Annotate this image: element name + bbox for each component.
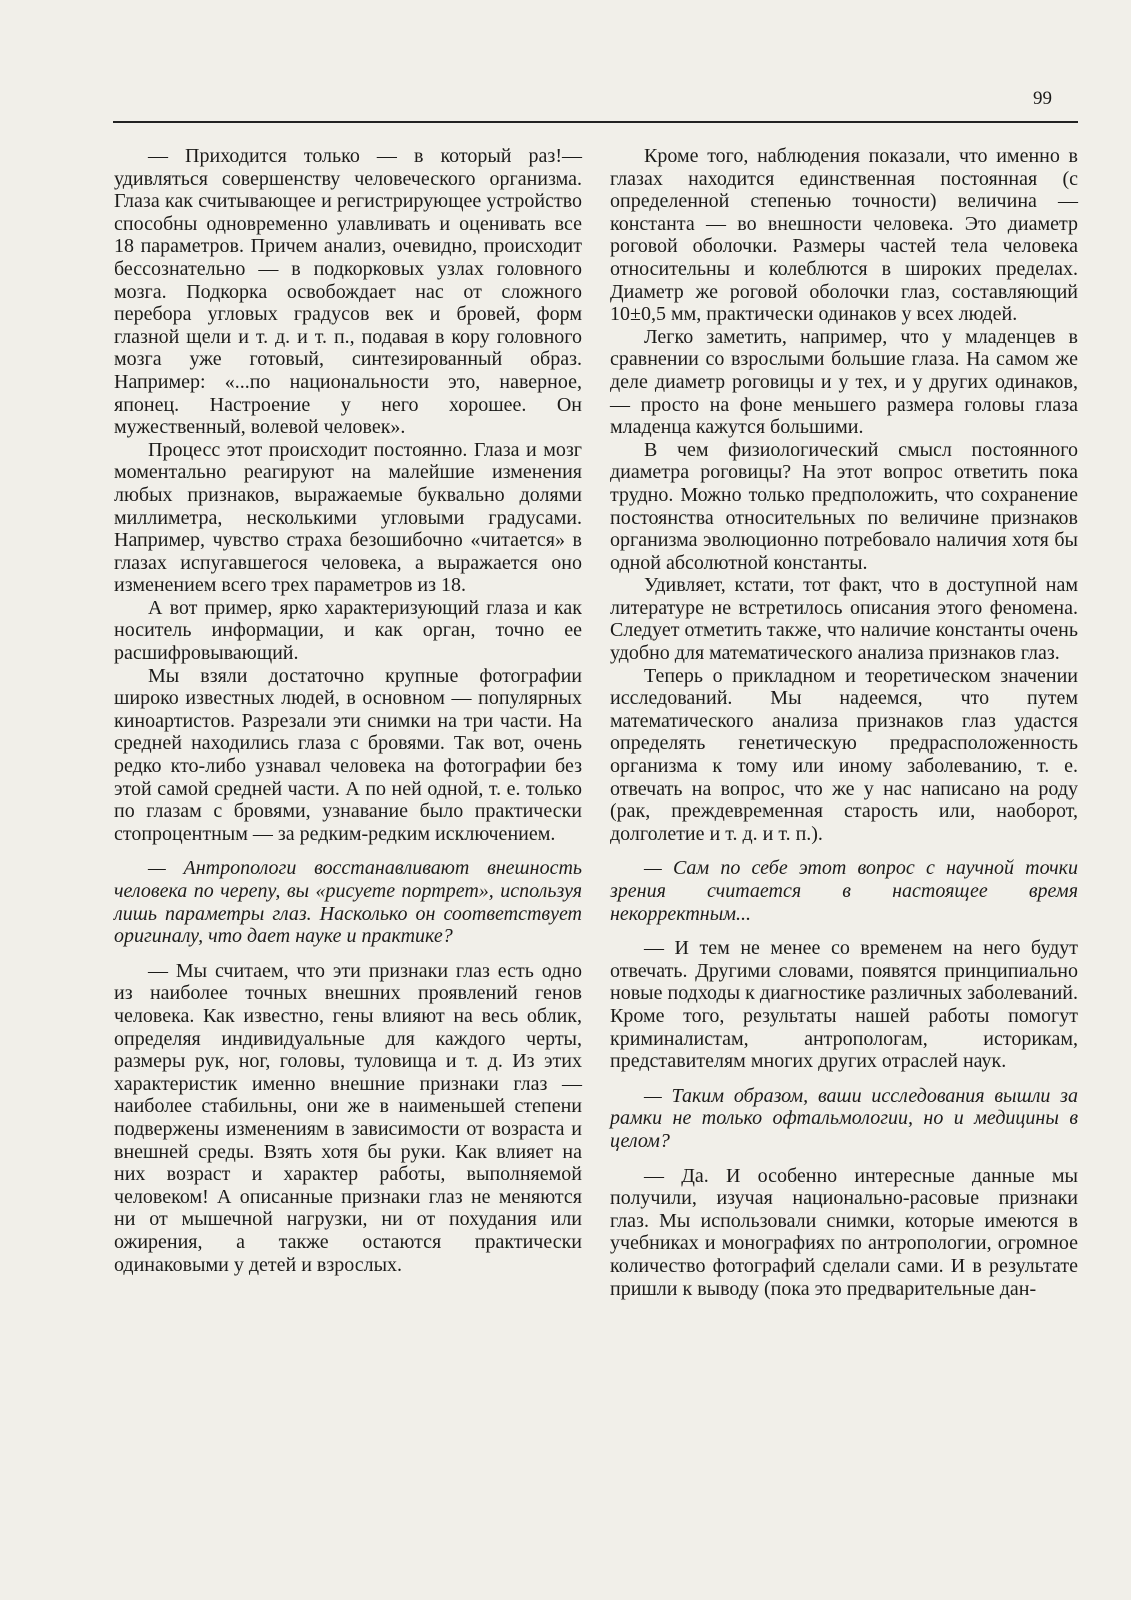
interview-question: — Таким образом, ваши исследования вышли за рамки не только офтальмологии, но и медицины в целом? [610,1084,1078,1152]
paragraph: — И тем не менее со временем на него будут отвечать. Другими словами, появятся принципиально новые подходы к диагностике различных заболеваний. Кроме того, результаты нашей работы помогут криминалистам, антропологам, историкам, представителям многих других отраслей наук. [610,937,1078,1073]
header-rule [113,121,1078,123]
paragraph: В чем физиологический смысл постоянного диаметра роговицы? На этот вопрос ответить пока трудно. Можно только предположить, что сохранение постоянства относительных по величине признаков организма эволюционно потребовало наличия хотя бы одной абсолютной константы. [610,438,1078,574]
paragraph: Теперь о прикладном и теоретическом значении исследований. Мы надеемся, что путем математического анализа признаков глаз удастся определять генетическую предрасположенность организма к тому или иному заболеванию, т. е. отвечать на вопрос, что же у нас написано на роду (рак, преждевременная старость или, наоборот, долголетие и т. д. и т. п.). [610,664,1078,845]
paragraph: Удивляет, кстати, тот факт, что в доступной нам литературе не встретилось описания этого феномена. Следует отметить также, что наличие константы очень удобно для математического анализа признаков глаз. [610,574,1078,665]
page-number: 99 [1033,88,1052,109]
paragraph: Мы взяли достаточно крупные фотографии широко известных людей, в основном — популярных киноартистов. Разрезали эти снимки на три части. На средней находились глаза с бровями. Так вот, очень редко кто-либо узнавал человека на фотографии без этой самой средней части. А по ней одной, т. е. только по глазам с бровями, узнавание было практически стопроцентным — за редким-редким исключением. [114,664,582,845]
paragraph: — Да. И особенно интересные данные мы получили, изучая национально-расовые признаки глаз. Мы использовали снимки, которые имеются в учебниках и монографиях по антропологии, огромное количество фотографий сделали сами. И в результате пришли к выводу (пока это предварительные дан- [610,1164,1078,1300]
interview-question: — Антропологи восстанавливают внешность человека по черепу, вы «рисуете портрет», используя лишь параметры глаз. Насколько он соответствует оригиналу, что дает науке и практике? [114,857,582,948]
paragraph: Процесс этот происходит постоянно. Глаза и мозг моментально реагируют на малейшие изменения любых признаков, выражаемые буквально долями миллиметра, несколькими угловыми градусами. Например, чувство страха безошибочно «читается» в глазах испугавшегося человека, а выражается оно изменением всего трех параметров из 18. [114,438,582,597]
paragraph: Легко заметить, например, что у младенцев в сравнении со взрослыми большие глаза. На самом же деле диаметр роговицы и у тех, и у других одинаков,— просто на фоне меньшего размера головы глаза младенца кажутся большими. [610,325,1078,439]
paragraph: Кроме того, наблюдения показали, что именно в глазах находится единственная постоянная (с определенной степенью точности) величина — константа — во внешности человека. Это диаметр роговой оболочки. Размеры частей тела человека относительны и колеблются в широких пределах. Диаметр же роговой оболочки глаз, составляющий 10±0,5 мм, практически одинаков у всех людей. [610,145,1078,326]
right-column [610,145,1078,1300]
paragraph: А вот пример, ярко характеризующий глаза и как носитель информации, и как орган, точно ее расшифровывающий. [114,596,582,665]
left-column [114,145,582,1276]
paragraph: — Приходится только — в который раз!— удивляться совершенству человеческого организма. Глаза как считывающее и регистрирующее устройство способны одновременно улавливать и оценивать все 18 параметров. Причем анализ, очевидно, происходит бессознательно — в подкорковых узлах головного мозга. Подкорка освобождает нас от сложного перебора угловых градусов век и бровей, форм глазной щели и т. д. и т. п., подавая в кору головного мозга уже готовый, синтезированный образ. Например: «...по национальности это, наверное, японец. Настроение у него хорошее. Он мужественный, волевой человек». [114,145,582,439]
paragraph: — Мы считаем, что эти признаки глаз есть одно из наиболее точных внешних проявлений генов человека. Как известно, гены влияют на весь облик, определяя индивидуальные для каждого черты, размеры рук, ног, головы, туловища и т. д. Из этих характеристик именно внешние признаки глаз — наиболее стабильны, они же в наименьшей степени подвержены изменениям в зависимости от возраста и внешней среды. Взять хотя бы руки. Как влияет на них возраст и характер работы, выполняемой человеком! А описанные признаки глаз не меняются ни от мышечной нагрузки, ни от похудания или ожирения, а также остаются практически одинаковыми у детей и взрослых. [114,959,582,1276]
interview-question: — Сам по себе этот вопрос с научной точки зрения считается в настоящее время некорректным... [610,857,1078,925]
